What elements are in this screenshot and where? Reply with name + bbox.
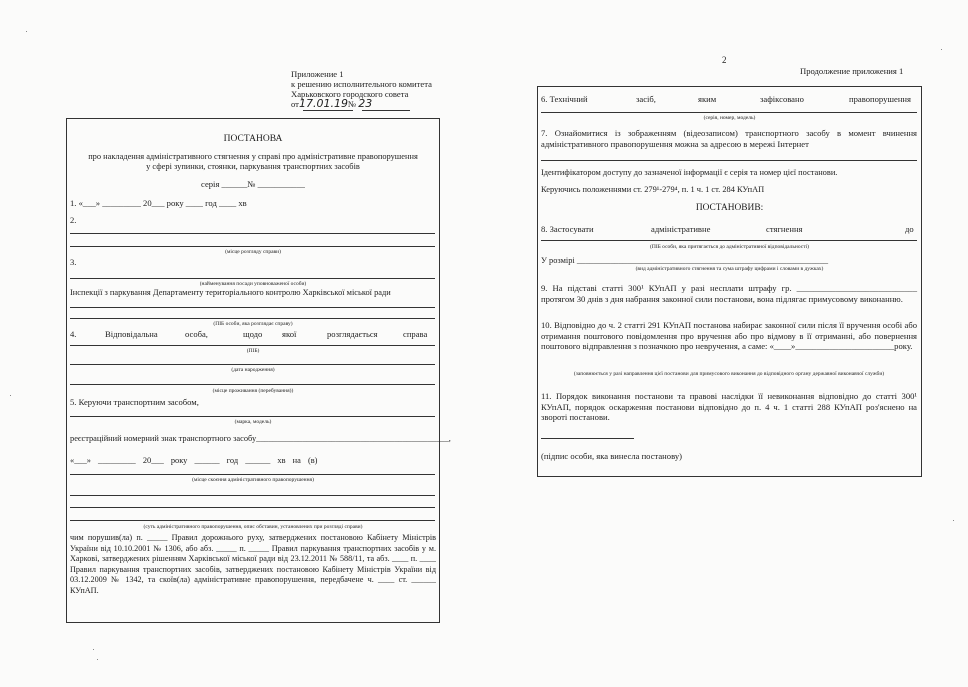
- caption-place: (місце розгляду справи): [225, 249, 281, 255]
- rule: [70, 474, 435, 475]
- caption-essence: (суть адміністративного правопорушення, опис обставин, установлених при розгляді справи): [143, 524, 363, 530]
- appendix-line-2: Харьковского городского совета: [291, 89, 409, 99]
- item-8-word: стягнення: [766, 224, 803, 234]
- violation-text: чим порушив(ла) п. _____ Правил дорожнього руху, затверджених постановою Кабінету Міністрів України від 10.10.2001 № 1306, або абз. _____ п. _____ Правил паркування транспортних засобів у м. Харкові, затверджених рішенням Харківської міської ради від 23.12.2011 № 588/11, та абз. ____ п. ____ Правил паркування транспортних засобів, затверджених постановою Кабінету Міністрів України від 03.12.2009 № 1342, та скоїв(ла) адміністративне правопорушення, передбачене ч. ____ ст. ______ КУпАП.: [70, 533, 436, 595]
- registration-plate-line: реєстраційний номерний знак транспортного засобу______________________________________________,: [70, 434, 451, 443]
- guided-by-text: Керуючись положеннями ст. 279¹-279⁴, п. 1 ч. 1 ст. 284 КУпАП: [541, 185, 765, 194]
- scan-speck: [953, 520, 954, 521]
- item-6-word: 6. Технічний: [541, 94, 588, 104]
- caption-residence: (місце проживання (перебування)): [212, 388, 294, 394]
- rule: [70, 364, 435, 365]
- appendix-title: Приложение 1: [291, 69, 344, 79]
- page-number: 2: [722, 55, 727, 65]
- appendix-date-prefix: от: [291, 99, 299, 109]
- caption-series-model: (серія, номер, модель): [703, 115, 756, 121]
- inspection-line: Інспекції з паркування Департаменту територіального контролю Харківської міської ради: [70, 288, 391, 297]
- item-8-word: до: [905, 224, 914, 234]
- rule: [70, 246, 435, 247]
- rule: [541, 160, 917, 161]
- caption-item-10: (заповнюється у разі направлення цієї постанови для примусового виконання до відповідного органу державної виконавчої служби): [573, 371, 885, 377]
- signature-line: [541, 438, 634, 439]
- scan-speck: [10, 395, 11, 396]
- scan-speck: [93, 649, 94, 650]
- caption-brand-model: (марка, модель): [234, 419, 272, 425]
- item-4-word: розглядається: [327, 329, 378, 339]
- identifier-text: Ідентифікатором доступу до зазначеної інформації є серія та номер цієї постанови.: [541, 168, 838, 177]
- decree-subtitle-1: про накладення адміністративного стягнення у справі про адміністративне правопорушення: [88, 152, 418, 161]
- item-8-word: 8. Застосувати: [541, 224, 594, 234]
- signature-caption: (підпис особи, яка винесла постанову): [541, 451, 682, 461]
- rule: [70, 233, 435, 234]
- caption-pib: (ПІБ): [246, 348, 260, 354]
- rule: [541, 112, 917, 113]
- item-4-word: Відповідальна: [105, 329, 158, 339]
- appendix-line-1: к решению исполнительного комитета: [291, 79, 432, 89]
- continuation-label: Продолжение приложения 1: [800, 66, 904, 76]
- rule: [70, 345, 435, 346]
- number-underline: [362, 110, 410, 111]
- caption-offence-place: (місце скоєння адміністративного правопорушення): [192, 477, 314, 483]
- item-8-word: адміністративне: [651, 224, 711, 234]
- item-6-word: яким: [698, 94, 717, 104]
- item-4-number: 4.: [70, 329, 77, 339]
- rule: [70, 495, 435, 496]
- date-underline: [303, 110, 353, 111]
- item-1-date: 1. «___» _________ 20___ року ____ год ____ хв: [70, 198, 247, 208]
- decree-series: серія ______№ ___________: [201, 179, 305, 189]
- item-11: 11. Порядок виконання постанови та правові наслідки її невиконання відповідно до статті 300¹ КУпАП, порядок оскарження постанови відповідно до п. 4 ч. 1 статті 288 КУпАП роз'яснено на звороті постанови.: [541, 391, 917, 422]
- appendix-date-row: [291, 99, 372, 109]
- item-4-word: якої: [282, 329, 297, 339]
- item-9: 9. На підставі статті 300¹ КУпАП у разі несплати штрафу гр. ____________________________ протягом 30 днів з дня набрання законної сили постанови, вона підлягає примусовому виконанню.: [541, 283, 917, 304]
- amount-line: У розмірі ____________________________________________________________: [541, 256, 829, 265]
- caption-pib-liable: (ПІБ особи, яка притягається до адміністративної відповідальності): [650, 244, 809, 250]
- rule: [70, 507, 435, 508]
- scan-speck: [941, 49, 942, 50]
- decided-heading: ПОСТАНОВИВ:: [695, 203, 764, 213]
- decree-subtitle-2: у сфері зупинки, стоянки, паркування транспортних засобів: [146, 162, 360, 171]
- caption-birth-date: (дата народження): [231, 367, 275, 373]
- rule: [70, 318, 435, 319]
- rule: [70, 278, 435, 279]
- item-4-word: особа,: [185, 329, 208, 339]
- item-4-word: щодо: [243, 329, 263, 339]
- item-5: 5. Керуючи транспортним засобом,: [70, 397, 199, 407]
- item-2: 2.: [70, 215, 77, 225]
- decree-title: ПОСТАНОВА: [223, 134, 283, 144]
- offence-date-row: «___» _________ 20___ року ______ год ______ хв на (в): [70, 456, 318, 465]
- appendix-handwritten-date: 17.01.19: [298, 97, 348, 110]
- appendix-handwritten-number: 23: [358, 97, 373, 110]
- caption-penalty: (вид адміністративного стягнення та сума штрафу цифрами і словами в дужках): [635, 266, 824, 272]
- caption-position: (найменування посади уповноваженої особи): [199, 281, 307, 287]
- item-3: 3.: [70, 257, 77, 267]
- item-4-word: справа: [403, 329, 428, 339]
- item-7: 7. Ознайомитися із зображенням (відеозаписом) транспортного засобу в момент вчинення адміністративного правопорушення можна за адресою в мережі Інтернет: [541, 128, 917, 149]
- appendix-no-prefix: №: [347, 99, 357, 109]
- item-6-word: засіб,: [636, 94, 656, 104]
- item-10: 10. Відповідно до ч. 2 статті 291 КУпАП постанова набирає законної сили після її вручення особі або отримання поштового повідомлення про вручення або про відмову в її отриманні, або повернення поштового відправлення з позначкою про невручення, а саме: «____»_______________________року.: [541, 320, 917, 351]
- rule: [70, 384, 435, 385]
- item-6-word: зафіксовано: [760, 94, 804, 104]
- caption-pib-reviewer: (ПІБ особи, яка розглядає справу): [213, 321, 293, 327]
- rule: [70, 520, 435, 521]
- scan-speck: [97, 659, 98, 660]
- rule: [541, 240, 917, 241]
- item-6-word: правопорушення: [849, 94, 911, 104]
- rule: [70, 307, 435, 308]
- rule: [70, 416, 435, 417]
- scan-speck: [26, 31, 27, 32]
